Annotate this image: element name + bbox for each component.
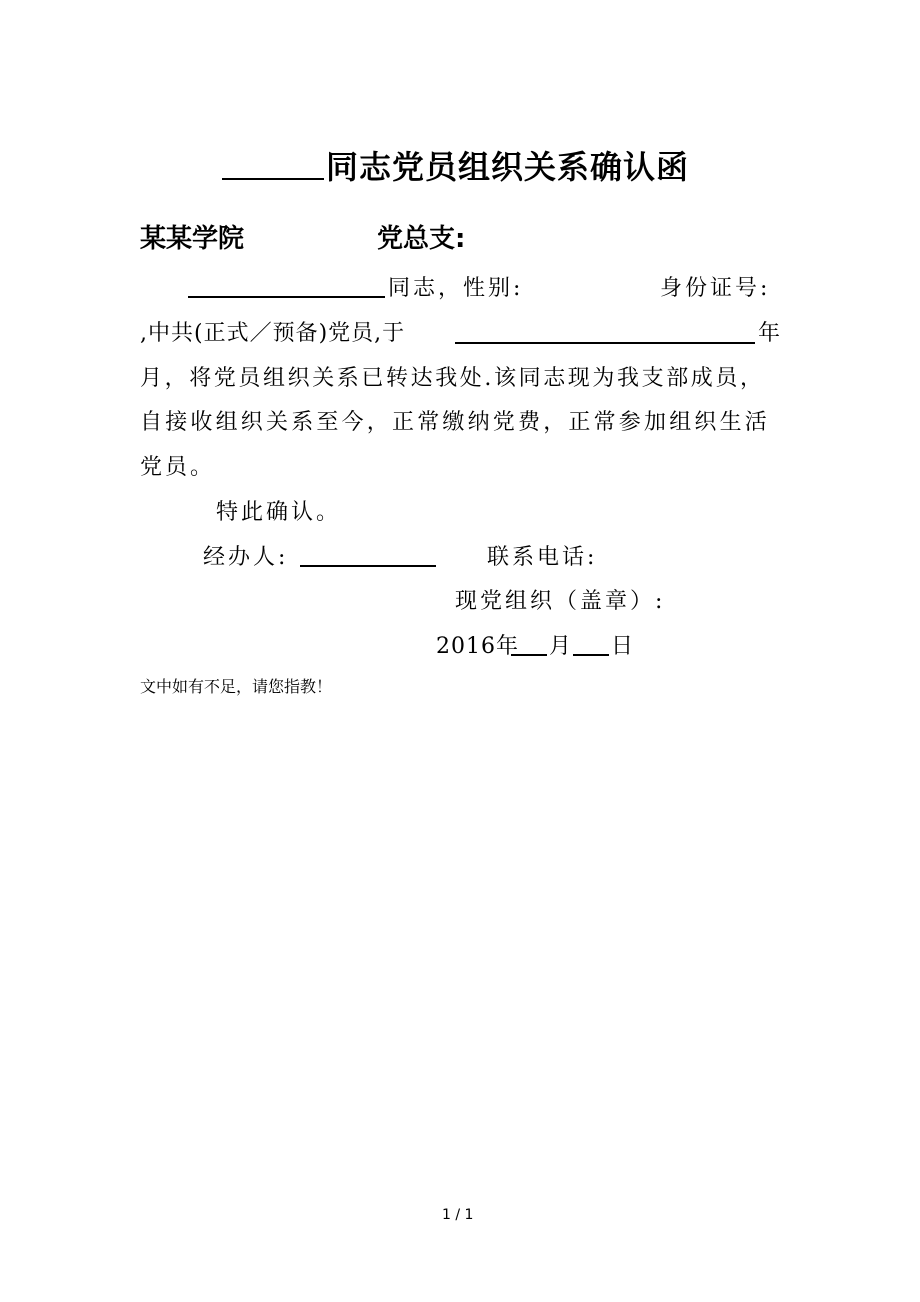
date-day: 日 [611, 634, 637, 659]
membership-statement: 自接收组织关系至今，正常缴纳党费，正常参加组织生活 [140, 410, 771, 435]
transfer-date-blank [455, 342, 755, 344]
phone-label: 联系电话: [487, 545, 598, 570]
document-title: 同志党员组织关系确认函 [326, 148, 690, 186]
recipient-branch: 党总支: [377, 224, 466, 254]
page-number: 1 / 1 [442, 1207, 474, 1223]
comrade-name-blank [188, 296, 385, 298]
date-year: 2016年 [436, 634, 519, 659]
date-month: 月 [549, 634, 575, 659]
transfer-statement: 月，将党员组织关系已转达我处.该同志现为我支部成员， [140, 366, 765, 391]
handler-blank [300, 565, 436, 567]
party-status-text: ,中共(正式／预备)党员,于 [140, 321, 406, 346]
confirmation-text: 特此确认。 [216, 500, 342, 525]
organization-seal-label: 现党组织（盖章）: [455, 589, 666, 614]
month-blank [511, 654, 547, 656]
member-text: 党员。 [140, 455, 216, 480]
comrade-gender-label: 同志，性别: [388, 276, 524, 301]
recipient-school: 某某学院 [140, 224, 245, 254]
closing-note: 文中如有不足，请您指教！ [140, 677, 333, 696]
title-name-blank [222, 178, 324, 180]
handler-label: 经办人: [203, 545, 289, 570]
year-label: 年 [758, 321, 784, 346]
id-number-label: 身份证号: [660, 276, 771, 301]
day-blank [573, 654, 609, 656]
